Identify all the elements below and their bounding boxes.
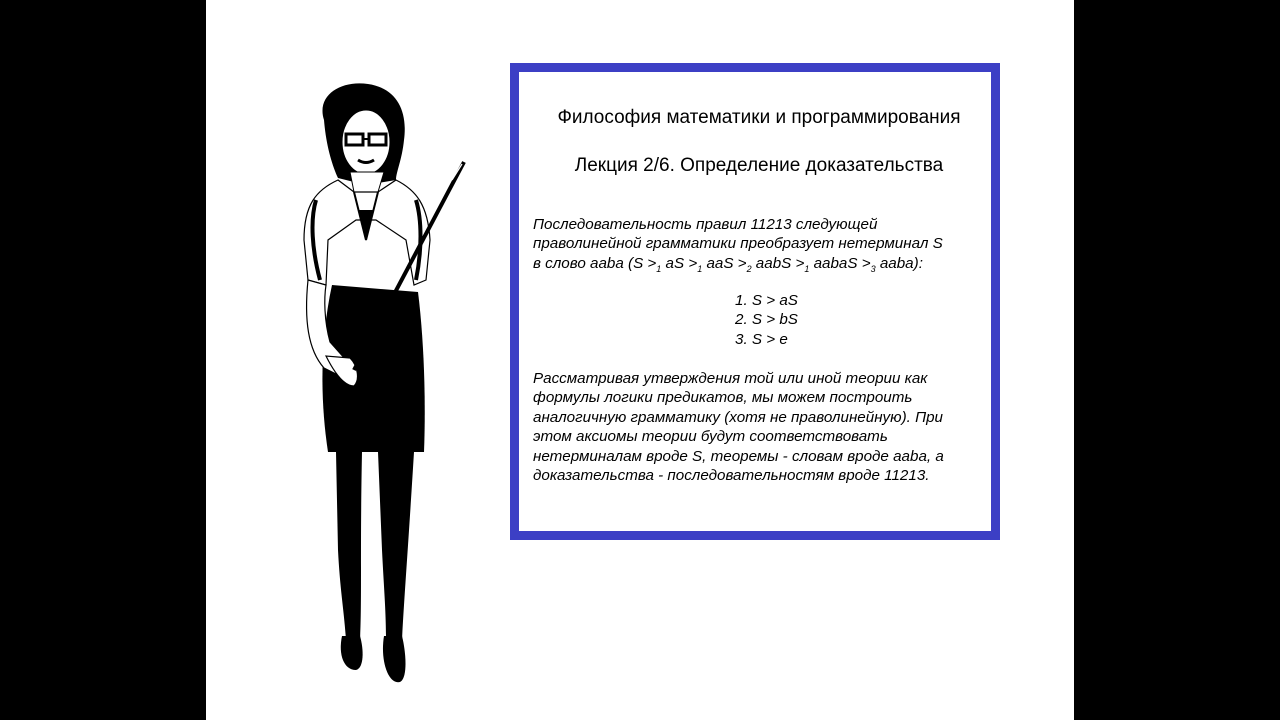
paragraph-line: аналогичную грамматику (хотя не праволинейную). При <box>533 408 943 426</box>
paragraph-line: Рассматривая утверждения той или иной теории как <box>533 370 928 387</box>
paragraph-line: формулы логики предикатов, мы можем построить <box>533 389 913 407</box>
grammar-rule: 2. S > bS <box>735 311 798 329</box>
grammar-rule: 3. S > e <box>735 330 788 348</box>
lecture-board <box>510 63 1000 540</box>
paragraph-line: доказательства - последовательностям вроде 11213. <box>533 467 930 485</box>
lecture-title: Лекция 2/6. Определение доказательства <box>574 155 944 176</box>
grammar-rules-list <box>735 291 798 349</box>
paragraph-line: нетерминалам вроде S, теоремы - словам вроде aaba, а <box>533 447 944 465</box>
derivation-line: в слово aaba ($S >_1$ aS $>_1$ aaS $>_2$ aabS $>_1$ aabaS $>_3$ aaba): <box>533 254 923 274</box>
grammar-rule: 1. S > aS <box>735 292 798 309</box>
course-title: Философия математики и программирования <box>557 107 961 128</box>
teacher-with-pointer-silhouette-icon <box>246 80 486 700</box>
paragraph-line: праволинейной грамматики преобразует нетерминал S <box>533 235 943 253</box>
paragraph-theory <box>533 369 995 485</box>
paragraph-line: Последовательность правил 11213 следующей <box>533 216 878 233</box>
paragraph-grammar <box>533 215 995 273</box>
paragraph-line: этом аксиомы теории будут соответствовать <box>533 428 888 446</box>
slide <box>206 0 1074 720</box>
